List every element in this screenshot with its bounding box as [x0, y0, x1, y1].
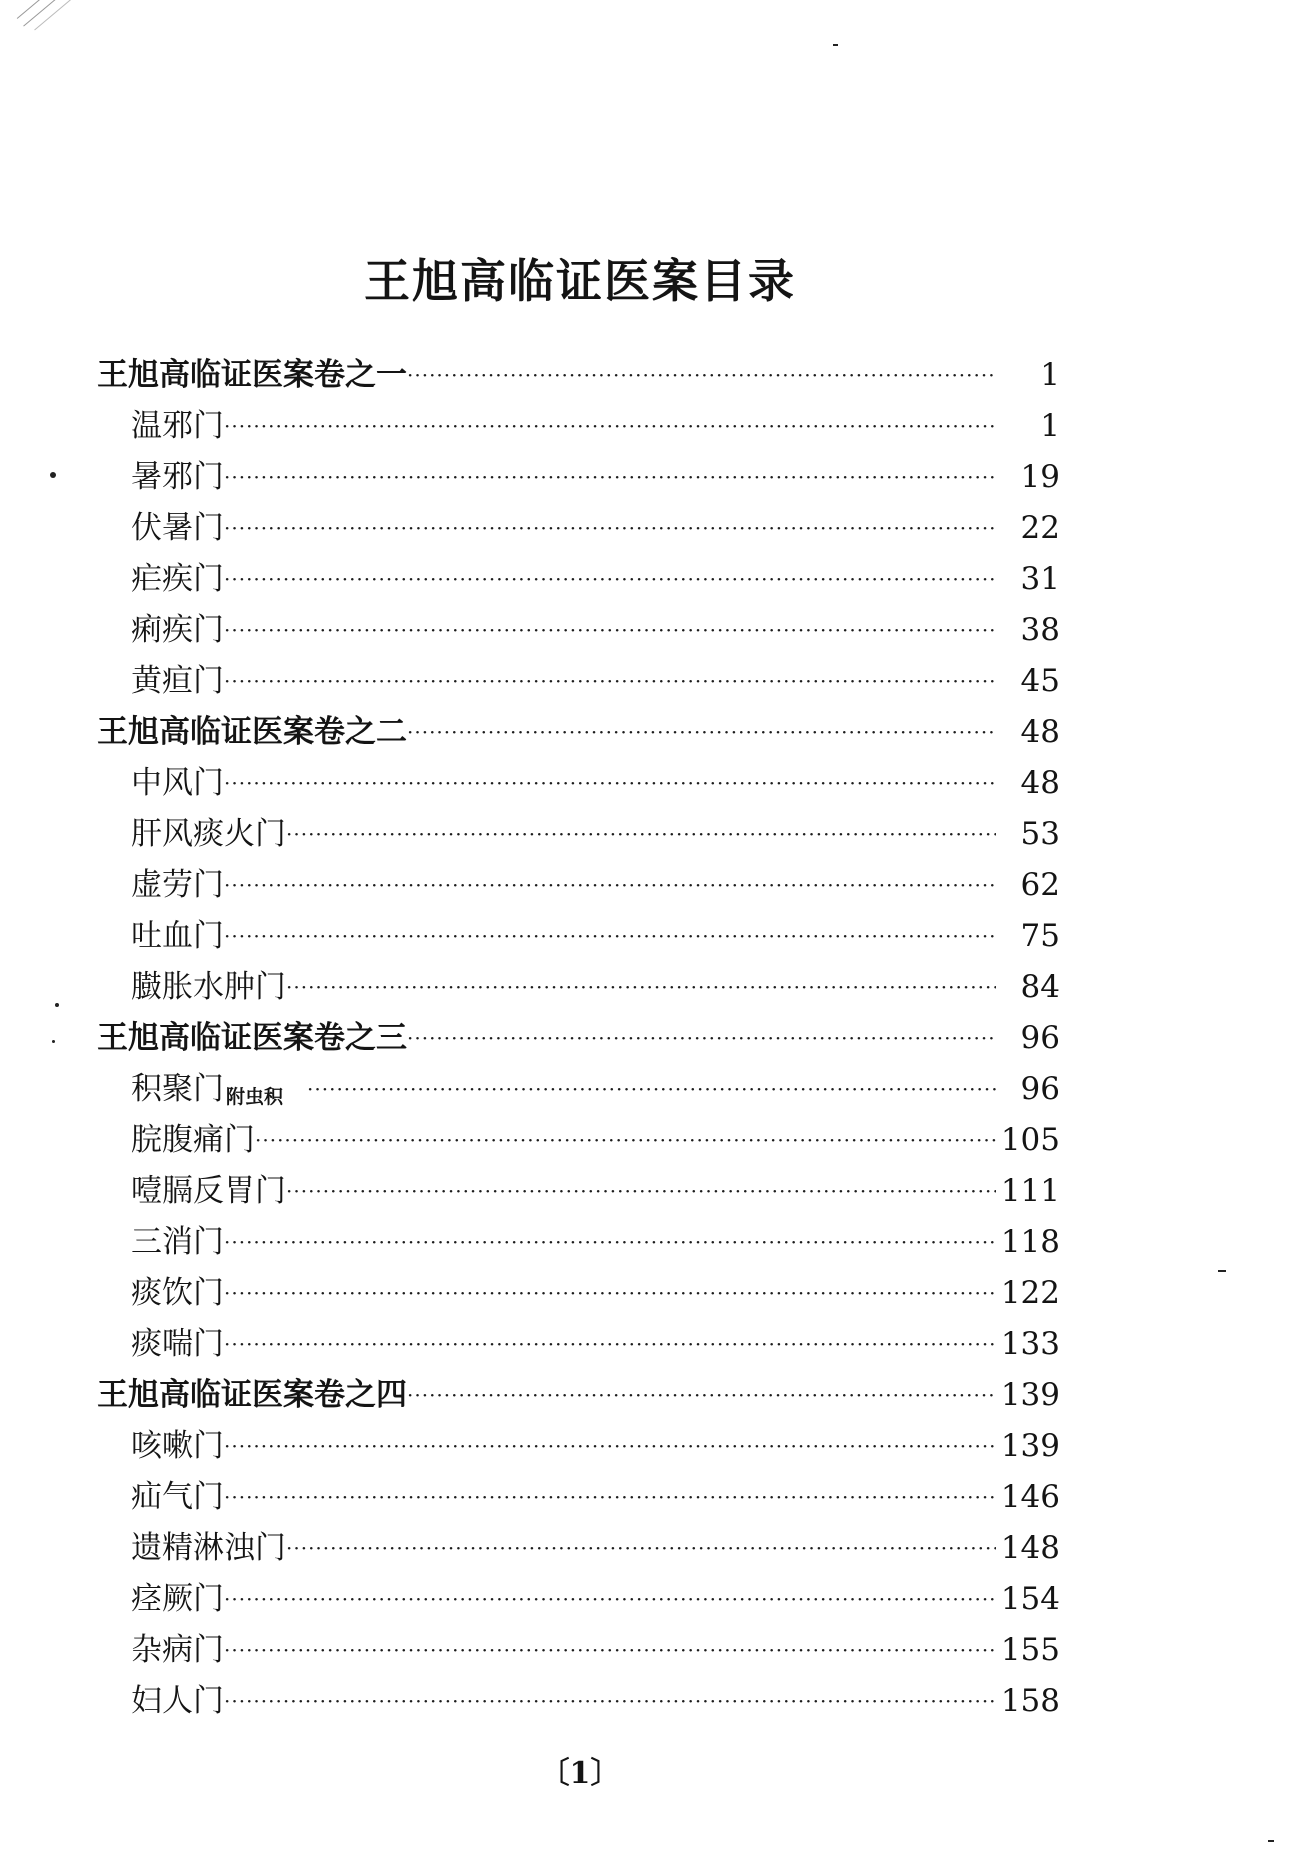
toc-dot-leader — [255, 1128, 998, 1152]
toc-section-entry — [131, 1671, 1300, 1721]
toc-dot-leader — [286, 822, 998, 846]
toc-page-number: 48 — [996, 712, 1060, 752]
toc-section-entry — [131, 753, 1300, 803]
toc-entry-label: 遗精淋浊门 — [131, 1530, 286, 1566]
toc-section-entry — [131, 1263, 1300, 1313]
toc-entry-label: 妇人门 — [131, 1683, 224, 1719]
toc-dot-leader — [224, 1434, 998, 1458]
toc-page-number: 158 — [996, 1681, 1060, 1721]
corner-watermark-stamp — [4, 0, 94, 49]
toc-section-entry — [131, 600, 1300, 650]
scan-speck — [1218, 1270, 1226, 1272]
toc-page-number: 122 — [996, 1273, 1060, 1313]
toc-dot-leader — [224, 567, 998, 591]
toc-entry-label: 伏暑门 — [131, 510, 224, 546]
toc-entry-label: 疝气门 — [131, 1479, 224, 1515]
toc-dot-leader — [224, 618, 998, 642]
toc-entry-label: 黄疸门 — [131, 663, 224, 699]
toc-entry-label: 暑邪门 — [131, 459, 224, 495]
scan-speck — [1268, 1840, 1274, 1842]
toc-dot-leader — [224, 873, 998, 897]
toc-page-number: 62 — [996, 865, 1060, 905]
toc-section-entry — [131, 1059, 1300, 1109]
toc-dot-leader — [224, 465, 998, 489]
toc-entry-label: 疟疾门 — [131, 561, 224, 597]
toc-volume-entry — [97, 702, 1300, 752]
toc-page-number: 38 — [996, 610, 1060, 650]
toc-page-number: 133 — [996, 1324, 1060, 1364]
toc-dot-leader — [224, 1281, 998, 1305]
toc-entry-label: 咳嗽门 — [131, 1428, 224, 1464]
toc-page-number: 31 — [996, 559, 1060, 599]
toc-dot-leader — [224, 414, 998, 438]
toc-page-number: 139 — [996, 1375, 1060, 1415]
toc-entry-label: 温邪门 — [131, 408, 224, 444]
toc-page-number: 96 — [996, 1069, 1060, 1109]
toc-entry-label: 痉厥门 — [131, 1581, 224, 1617]
toc-page-number: 1 — [996, 355, 1060, 395]
page-title: 王旭高临证医案目录 — [364, 254, 796, 308]
toc-section-entry — [131, 1110, 1300, 1160]
toc-page-number: 45 — [996, 661, 1060, 701]
toc-section-entry — [131, 1569, 1300, 1619]
toc-entry-label: 痰喘门 — [131, 1326, 224, 1362]
toc-entry-label: 脘腹痛门 — [131, 1122, 255, 1158]
toc-dot-leader — [286, 1536, 998, 1560]
toc-page-number: 111 — [996, 1171, 1060, 1211]
toc-entry-label: 噎膈反胃门 — [131, 1173, 286, 1209]
toc-entry-label: 痰饮门 — [131, 1275, 224, 1311]
toc-entry-label: 三消门 — [131, 1224, 224, 1260]
toc-dot-leader — [307, 1077, 998, 1101]
toc-section-entry — [131, 1518, 1300, 1568]
toc-entry-label: 王旭高临证医案卷之一 — [97, 357, 407, 393]
toc-page-number: 22 — [996, 508, 1060, 548]
toc-entry-label: 臌胀水肿门 — [131, 969, 286, 1005]
toc-volume-entry — [97, 1008, 1300, 1058]
toc-section-entry — [131, 1620, 1300, 1670]
toc-dot-leader — [224, 1485, 998, 1509]
toc-entry-label: 积聚门 — [131, 1071, 224, 1107]
toc-entry-label: 王旭高临证医案卷之三 — [97, 1020, 407, 1056]
toc-dot-leader — [224, 669, 998, 693]
toc-section-entry — [131, 804, 1300, 854]
scan-speck — [55, 1003, 59, 1007]
toc-page-number: 118 — [996, 1222, 1060, 1262]
toc-section-entry — [131, 1314, 1300, 1364]
toc-section-entry — [131, 396, 1300, 446]
toc-dot-leader — [286, 1179, 998, 1203]
toc-section-entry — [131, 1161, 1300, 1211]
toc-section-entry — [131, 957, 1300, 1007]
toc-dot-leader — [407, 1026, 998, 1050]
scan-speck — [50, 472, 56, 478]
toc-page-number: 154 — [996, 1579, 1060, 1619]
toc-volume-entry — [97, 1365, 1300, 1415]
toc-dot-leader — [224, 1689, 998, 1713]
footer-page-number: 〔1〕 — [539, 1756, 621, 1791]
toc-entry-label: 中风门 — [131, 765, 224, 801]
toc-section-entry — [131, 1212, 1300, 1262]
toc-page-number: 48 — [996, 763, 1060, 803]
toc-volume-entry — [97, 345, 1300, 395]
toc-entry-label: 吐血门 — [131, 918, 224, 954]
toc-page-number: 96 — [996, 1018, 1060, 1058]
toc-dot-leader — [407, 363, 998, 387]
toc-section-entry — [131, 498, 1300, 548]
toc-page-number: 84 — [996, 967, 1060, 1007]
toc-entry-label: 杂病门 — [131, 1632, 224, 1668]
toc-entry-label: 王旭高临证医案卷之二 — [97, 714, 407, 750]
toc-dot-leader — [224, 1332, 998, 1356]
toc-page-number: 146 — [996, 1477, 1060, 1517]
toc-dot-leader — [286, 975, 998, 999]
toc-dot-leader — [224, 924, 998, 948]
toc-entry-label: 肝风痰火门 — [131, 816, 286, 852]
toc-page-number: 53 — [996, 814, 1060, 854]
toc-section-entry — [131, 651, 1300, 701]
toc-entry-label: 痢疾门 — [131, 612, 224, 648]
toc-dot-leader — [224, 1230, 998, 1254]
toc-entry-label: 虚劳门 — [131, 867, 224, 903]
toc-dot-leader — [224, 1638, 998, 1662]
scan-speck — [833, 44, 838, 46]
toc-dot-leader — [224, 516, 998, 540]
toc-section-entry — [131, 549, 1300, 599]
toc-section-entry — [131, 1416, 1300, 1466]
toc-section-entry — [131, 855, 1300, 905]
toc-dot-leader — [407, 1383, 998, 1407]
toc-dot-leader — [224, 771, 998, 795]
toc-entry-note: 附虫积 — [226, 1086, 284, 1108]
toc-dot-leader — [407, 720, 998, 744]
toc-page-number: 75 — [996, 916, 1060, 956]
toc-page-number: 105 — [996, 1120, 1060, 1160]
toc-page-number: 148 — [996, 1528, 1060, 1568]
toc-dot-leader — [224, 1587, 998, 1611]
toc-page-number: 19 — [996, 457, 1060, 497]
toc-section-entry — [131, 906, 1300, 956]
toc-entry-label: 王旭高临证医案卷之四 — [97, 1377, 407, 1413]
toc-page-number: 139 — [996, 1426, 1060, 1466]
scan-speck — [52, 1040, 55, 1043]
toc-section-entry — [131, 447, 1300, 497]
toc-page-number: 155 — [996, 1630, 1060, 1670]
toc-page-number: 1 — [996, 406, 1060, 446]
toc-section-entry — [131, 1467, 1300, 1517]
